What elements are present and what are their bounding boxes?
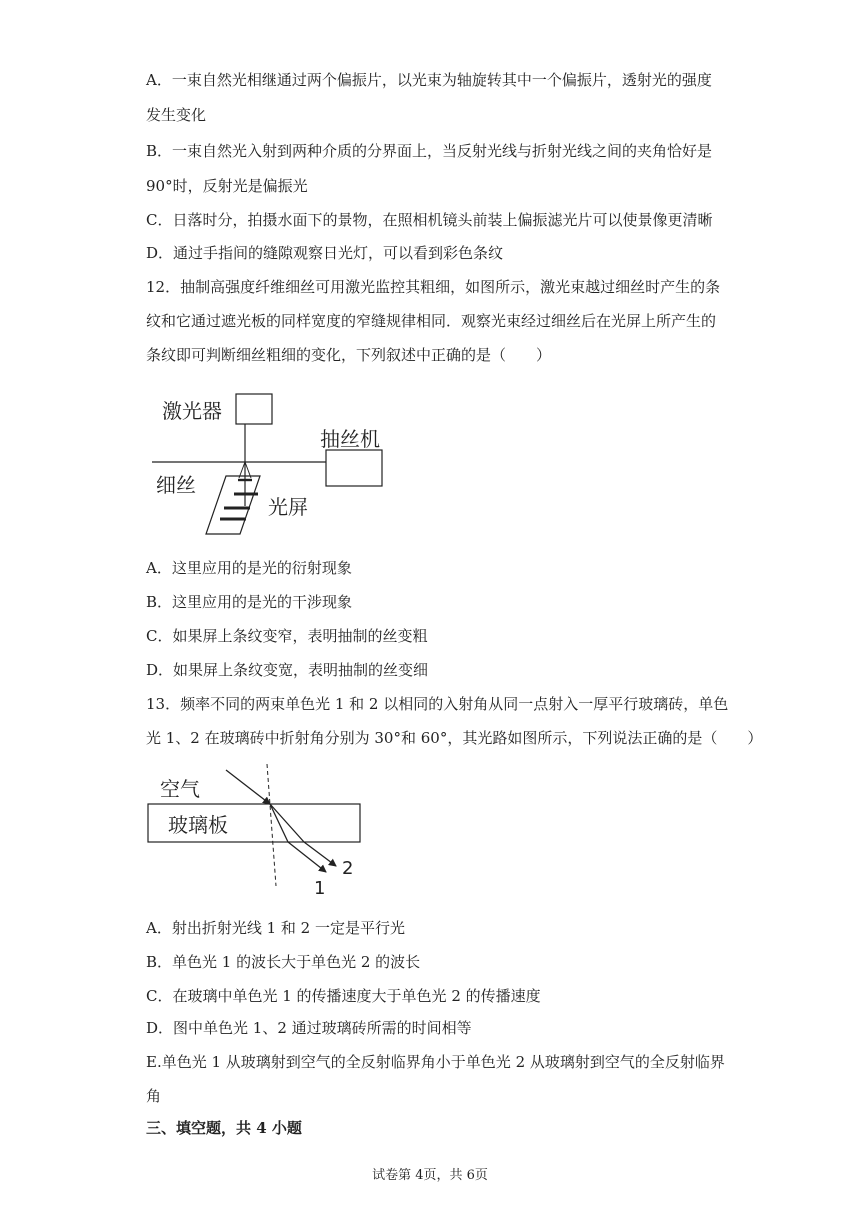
label-ray-1: 1 — [314, 878, 326, 899]
laser-box — [236, 394, 272, 424]
q12-option-c: C．如果屏上条纹变窄，表明抽制的丝变粗 — [146, 627, 428, 645]
label-wire: 细丝 — [156, 473, 196, 497]
laser-wire-diagram — [140, 388, 400, 548]
normal-line — [267, 764, 276, 886]
q11-option-b-line2: 90°时，反射光是偏振光 — [146, 177, 308, 195]
q13-option-e-line2: 角 — [146, 1087, 162, 1105]
q13-option-c: C．在玻璃中单色光 1 的传播速度大于单色光 2 的传播速度 — [146, 987, 541, 1005]
q12-option-d: D．如果屏上条纹变宽，表明抽制的丝变细 — [146, 661, 429, 679]
q11-option-a-line2: 发生变化 — [146, 106, 207, 124]
ray-2-in-glass — [270, 804, 304, 842]
label-glass: 玻璃板 — [168, 813, 228, 837]
glass-refraction-diagram — [140, 760, 380, 900]
q12-stem-line1: 12．抽制高强度纤维细丝可用激光监控其粗细，如图所示，激光束越过细丝时产生的条 — [146, 278, 721, 296]
q12-stem-line2: 纹和它通过遮光板的同样宽度的窄缝规律相同．观察光束经过细丝后在光屏上所产生的 — [146, 312, 717, 330]
q11-option-a-line1: A．一束自然光相继通过两个偏振片，以光束为轴旋转其中一个偏振片，透射光的强度 — [146, 71, 712, 89]
label-laser: 激光器 — [162, 399, 222, 423]
label-ray-2: 2 — [342, 858, 354, 879]
q13-option-a: A．射出折射光线 1 和 2 一定是平行光 — [146, 919, 405, 937]
q11-option-d: D．通过手指间的缝隙观察日光灯，可以看到彩色条纹 — [146, 244, 504, 262]
screen-plate — [206, 476, 260, 534]
q12-stem-line3: 条纹即可判断细丝粗细的变化，下列叙述中正确的是（ ） — [146, 346, 552, 364]
ray-1-exit — [288, 842, 326, 872]
ray-2-exit — [304, 842, 336, 866]
q13-stem-line1: 13．频率不同的两束单色光 1 和 2 以相同的入射角从同一点射入一厚平行玻璃砖，单色 — [146, 695, 729, 713]
q13-option-e-line1: E.单色光 1 从玻璃射到空气的全反射临界角小于单色光 2 从玻璃射到空气的全反射临界 — [146, 1053, 725, 1071]
label-screen: 光屏 — [268, 495, 308, 519]
page-footer: 试卷第 4页，共 6页 — [372, 1168, 488, 1183]
q11-option-b-line1: B．一束自然光入射到两种介质的分界面上，当反射光线与折射光线之间的夹角恰好是 — [146, 142, 713, 160]
q13-option-b: B．单色光 1 的波长大于单色光 2 的波长 — [146, 953, 421, 971]
incident-ray — [226, 770, 270, 804]
q13-stem-line2: 光 1、2 在玻璃砖中折射角分别为 30°和 60°，其光路如图所示，下列说法正确的是（ ） — [146, 729, 763, 747]
label-air: 空气 — [160, 777, 200, 801]
q12-option-a: A．这里应用的是光的衍射现象 — [146, 559, 352, 577]
q13-option-d: D．图中单色光 1、2 通过玻璃砖所需的时间相等 — [146, 1019, 472, 1037]
drawing-machine-box — [326, 450, 382, 486]
section-heading: 三、填空题，共 4 小题 — [146, 1119, 302, 1137]
q12-option-b: B．这里应用的是光的干涉现象 — [146, 593, 353, 611]
q11-option-c: C．日落时分，拍摄水面下的景物，在照相机镜头前装上偏振滤光片可以使景像更清晰 — [146, 211, 713, 229]
label-drawing-machine: 抽丝机 — [320, 427, 380, 451]
